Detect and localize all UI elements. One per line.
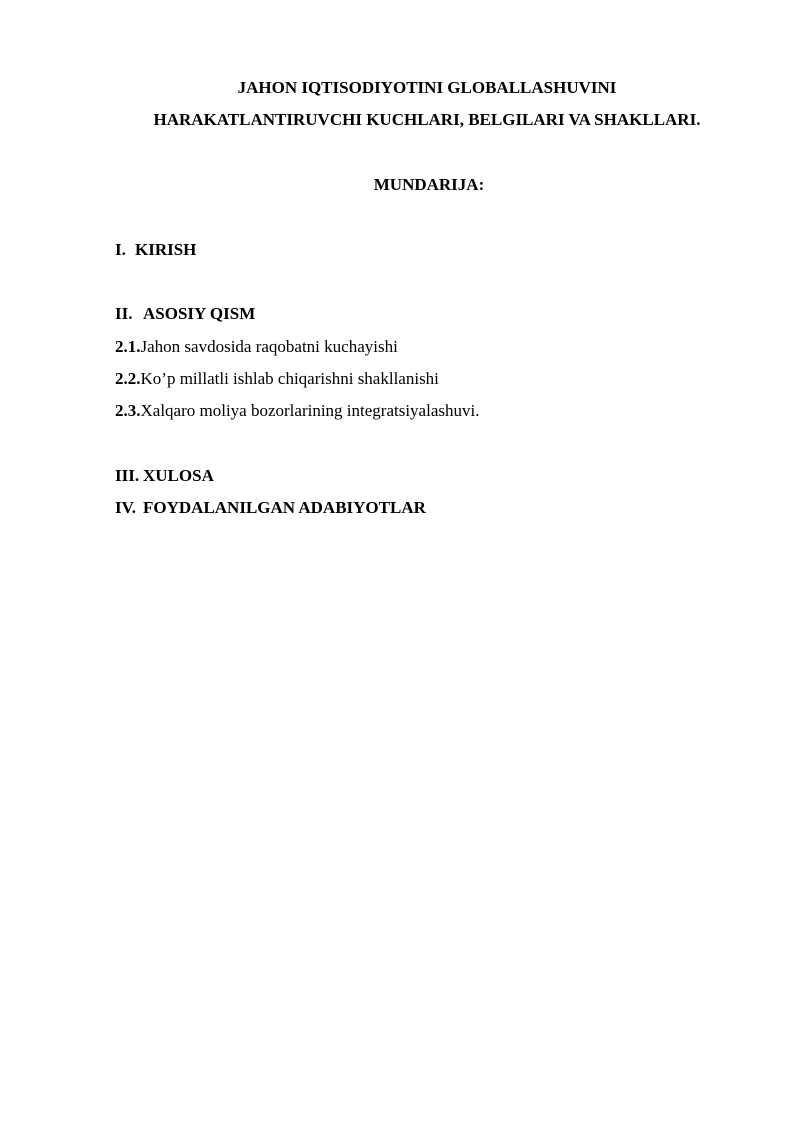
toc-subsection-number: 2.2. [115, 369, 141, 388]
document-title-line-1: JAHON IQTISODIYOTINI GLOBALLASHUVINI [237, 78, 617, 97]
toc-subsection-2-1 [115, 337, 398, 357]
toc-subsection-label: Ko’p millatli ishlab chiqarishni shakllanishi [140, 369, 439, 388]
toc-subsection-label: Xalqaro moliya bozorlarining integratsiyalashuvi. [140, 401, 480, 420]
toc-section-label: KIRISH [135, 240, 197, 259]
toc-subsection-number: 2.3. [115, 401, 141, 420]
toc-subsection-2-3 [115, 401, 479, 421]
toc-section-label: ASOSIY QISM [143, 304, 256, 323]
toc-section-number: III. [115, 466, 140, 485]
document-title-line-2: HARAKATLANTIRUVCHI KUCHLARI, BELGILARI VA SHAKLLARI. [153, 110, 701, 129]
toc-subsection-2-2 [115, 369, 439, 389]
toc-section-number: I. [115, 240, 126, 259]
toc-section-main [115, 304, 255, 324]
toc-section-label: XULOSA [143, 466, 214, 485]
toc-section-conclusion [115, 466, 214, 486]
toc-section-number: IV. [115, 498, 136, 517]
contents-heading: MUNDARIJA: [373, 175, 485, 194]
toc-section-number: II. [115, 304, 133, 323]
toc-subsection-number: 2.1. [115, 337, 141, 356]
toc-section-intro [115, 240, 196, 260]
toc-section-label: FOYDALANILGAN ADABIYOTLAR [143, 498, 426, 517]
toc-section-references [115, 498, 426, 518]
toc-subsection-label: Jahon savdosida raqobatni kuchayishi [140, 337, 398, 356]
